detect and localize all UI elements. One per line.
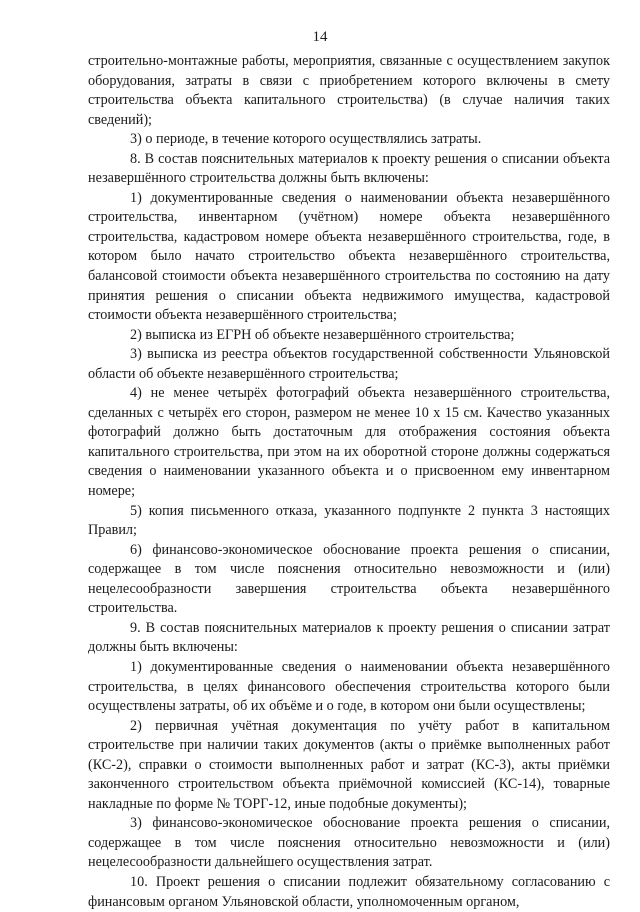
page-number: 14 bbox=[312, 29, 328, 45]
paragraph-section-10: 10. Проект решения о списании подлежит обязательному согласованию с финансовым органом Ульяновской области, уполномоченным органом, bbox=[88, 873, 610, 910]
paragraph-8-item-2: 2) выписка из ЕГРН об объекте незавершённого строительства; bbox=[130, 326, 515, 343]
paragraph-9-item-2: 2) первичная учётная документация по учёту работ в капитальном строительстве при наличии таких документов (акты о приёмке выполненных работ (КС-2), справки о стоимости выполненных работ и затрат (КС-3), акты приёмки законченного строительством объекта приёмочной комиссией (КС-14), товарные накладные по форме № ТОРГ-12, иные подобные документы); bbox=[88, 717, 610, 812]
paragraph-section-8: 8. В состав пояснительных материалов к проекту решения о списании объекта незавершённого строительства должны быть включены: bbox=[88, 150, 610, 187]
paragraph-continuation: строительно-монтажные работы, мероприятия, связанные с осуществлением закупок оборудования, затраты в связи с приобретением которого включены в смету строительства объекта капитального строительства) (в случае наличия таких сведений); bbox=[88, 53, 610, 128]
paragraph-8-item-5: 5) копия письменного отказа, указанного подпункте 2 пункта 3 настоящих Правил; bbox=[88, 502, 610, 539]
paragraph-9-item-3: 3) финансово-экономическое обоснование проекта решения о списании, содержащее в том числе пояснения относительно невозможности и (или) нецелесообразности дальнейшего осуществления затрат. bbox=[88, 815, 610, 871]
paragraph-9-item-1: 1) документированные сведения о наименовании объекта незавершённого строительства, в целях финансового обеспечения строительства которого были осуществлены затраты, об их объёме и о годе, в котором они были осуществлены; bbox=[88, 658, 610, 715]
paragraph-8-item-1: 1) документированные сведения о наименовании объекта незавершённого строительства, инвентарном (учётном) номере объекта незавершённого строительства, кадастровом номере объекта незавершённого строительства, годе, в котором было начато строительство объекта незавершённого строительства, балансовой стоимости объекта незавершённого строительства по состоянию на дату принятия решения о списании объекта недвижимого имущества, кадастровой стоимости объекта незавершённого строительства; bbox=[88, 189, 610, 324]
paragraph-section-9: 9. В состав пояснительных материалов к проекту решения о списании затрат должны быть включены: bbox=[88, 619, 610, 656]
paragraph-8-item-3: 3) выписка из реестра объектов государственной собственности Ульяновской области об объекте незавершённого строительства; bbox=[88, 346, 610, 382]
paragraph-8-item-6: 6) финансово-экономическое обоснование проекта решения о списании, содержащее в том числе пояснения относительно невозможности и (или) нецелесообразности завершения строительства объекта незавершённого строительства. bbox=[88, 541, 610, 617]
paragraph-period: 3) о периоде, в течение которого осуществлялись затраты. bbox=[130, 131, 482, 148]
paragraph-8-item-4: 4) не менее четырёх фотографий объекта незавершённого строительства, сделанных с четырёх его сторон, размером не менее 10 х 15 см. Качество указанных фотографий должно быть достаточным для отображения состояния объекта капитального строительства, при этом на их оборотной стороне должны содержаться сведения о наименовании указанного объекта и о присвоенном ему инвентарном номере; bbox=[88, 385, 610, 500]
document-body bbox=[88, 52, 610, 912]
